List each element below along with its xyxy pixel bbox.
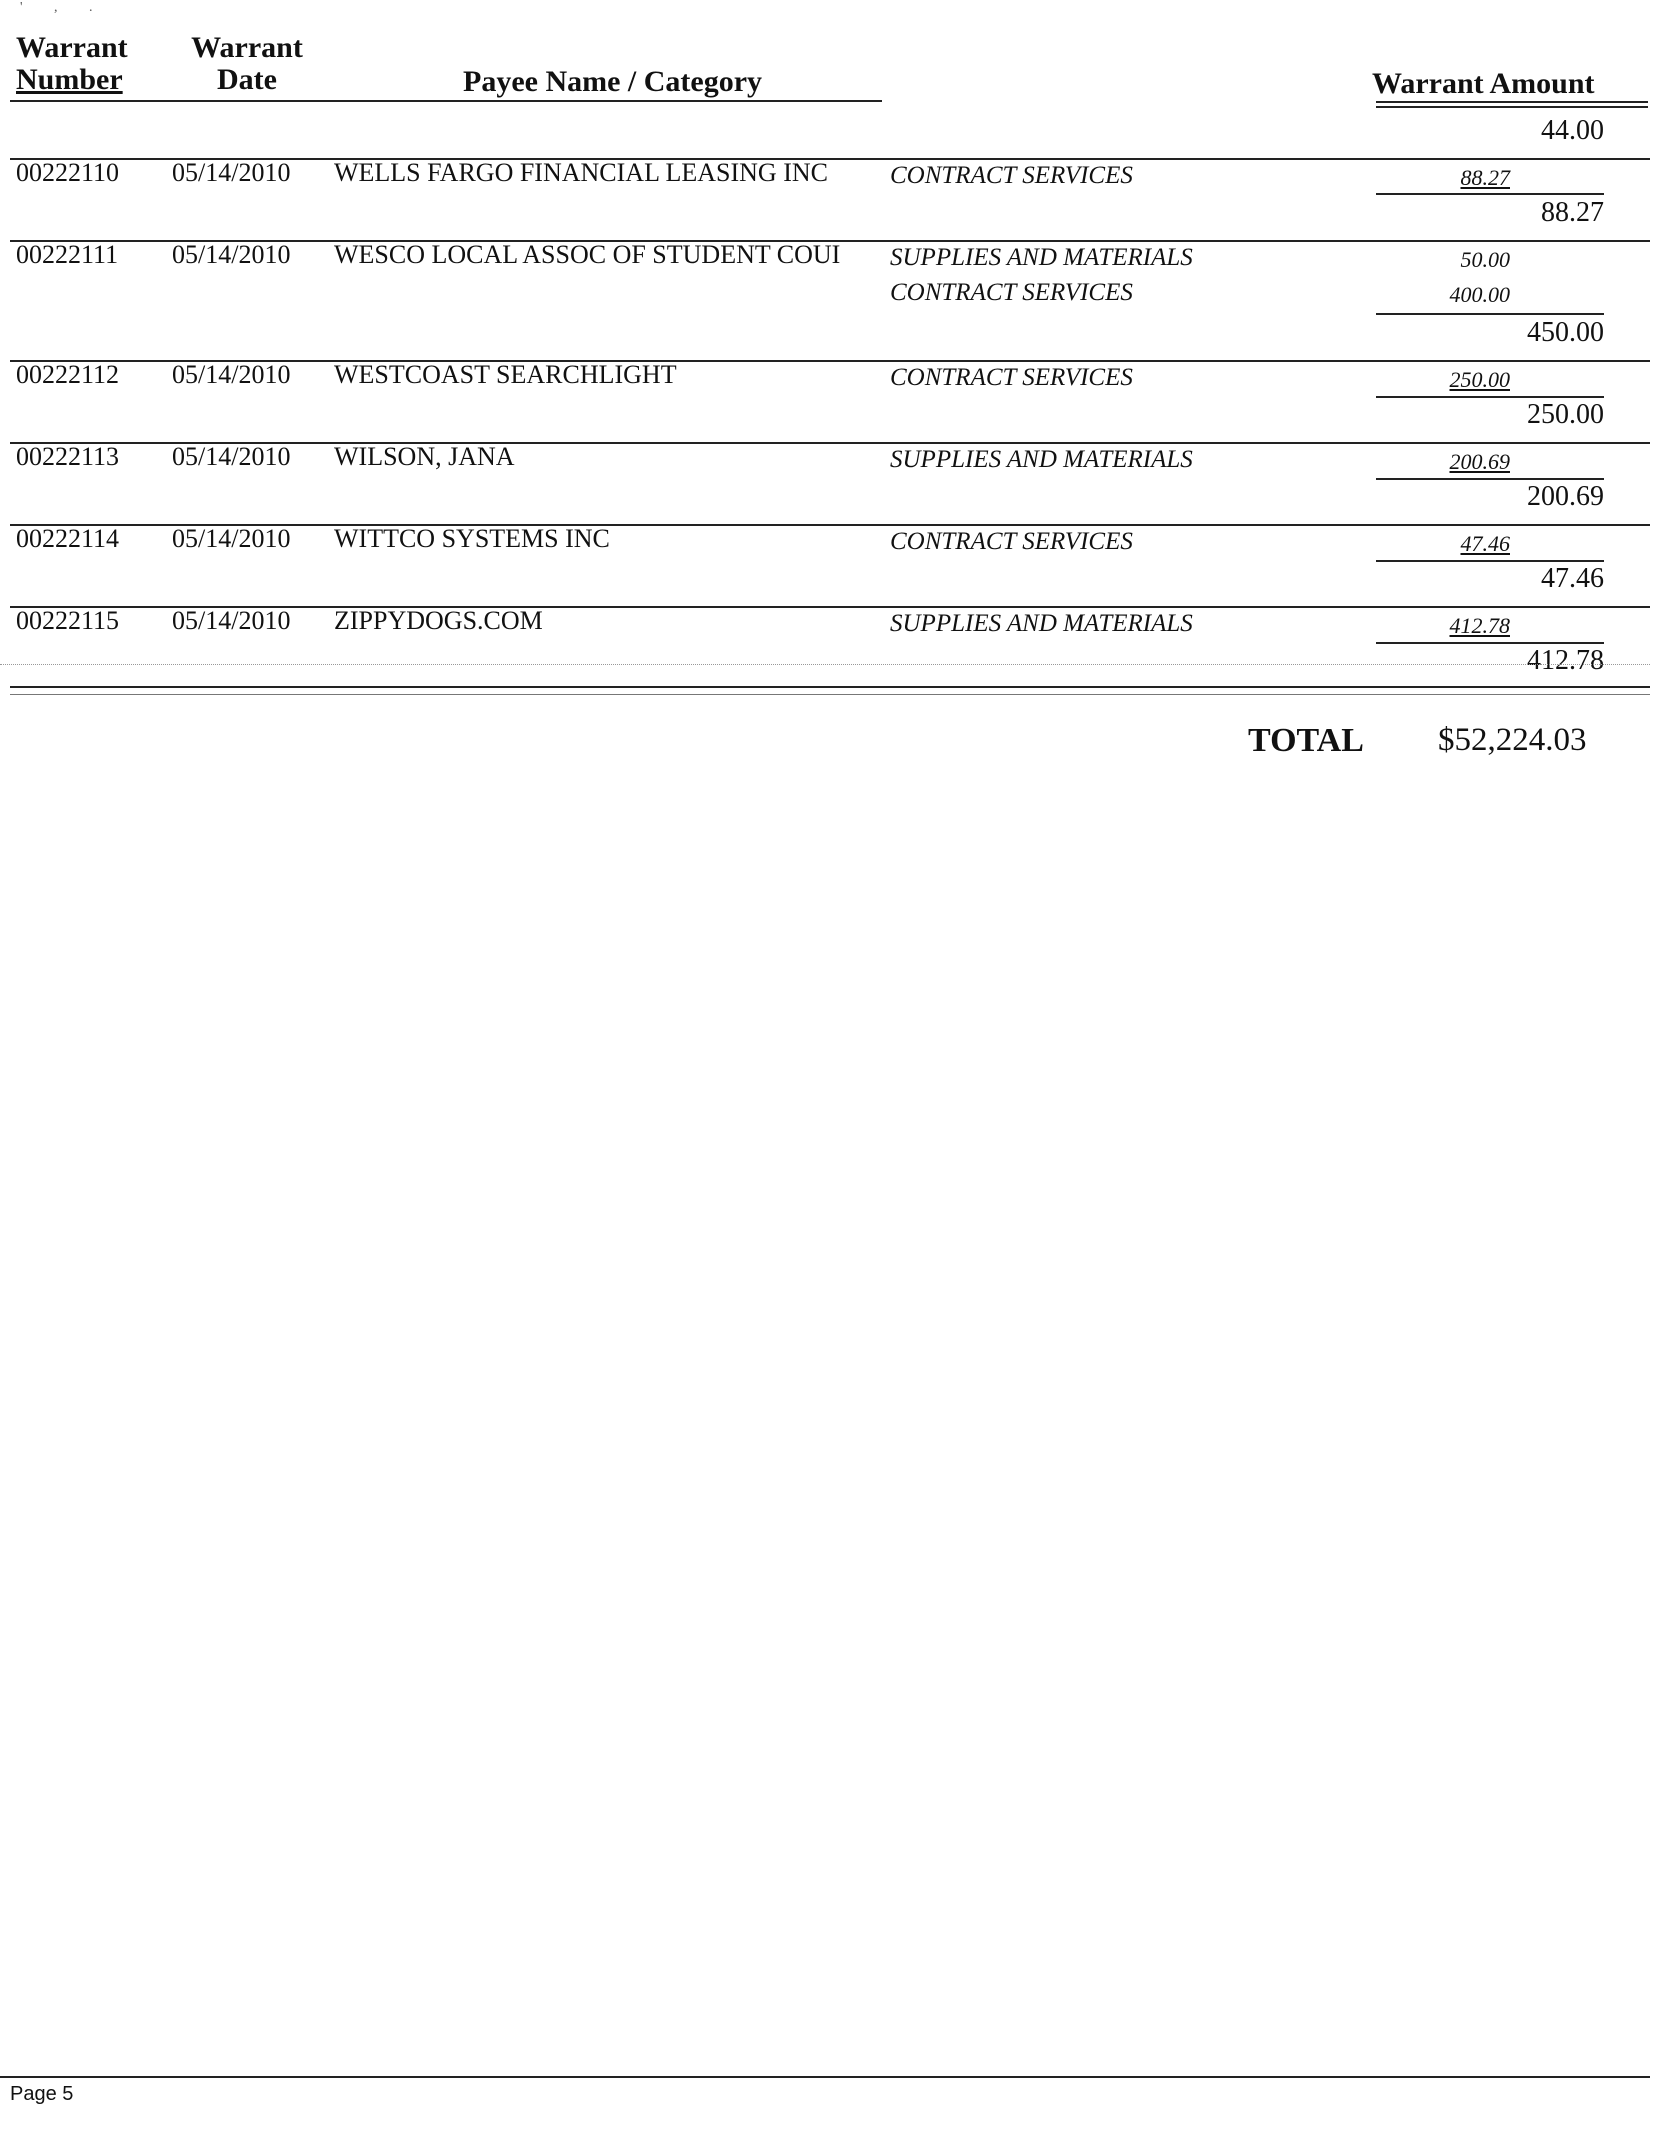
warrant-amount: 412.78 — [1527, 645, 1604, 676]
header-warrant-date — [184, 32, 310, 96]
subtotal-rule — [1376, 560, 1604, 562]
line-amount: 250.00 — [1449, 367, 1510, 392]
page-number-value: 5 — [62, 2083, 74, 2105]
warrant-amount: 47.46 — [1541, 563, 1604, 594]
warrant-number: 00222113 — [16, 442, 120, 471]
row-rule-secondary — [10, 694, 1650, 695]
line-amount: 88.27 — [1460, 165, 1510, 190]
warrant-number: 00222114 — [16, 524, 120, 553]
subtotal-rule — [1376, 642, 1604, 644]
payee-name: ZIPPYDOGS.COM — [334, 606, 543, 635]
line-amount: 47.46 — [1460, 531, 1510, 556]
warrant-amount: 450.00 — [1527, 317, 1604, 348]
subtotal-rule — [1376, 313, 1604, 315]
page-number — [10, 2083, 73, 2106]
subtotal-rule — [1376, 193, 1604, 195]
payee-name: WITTCO SYSTEMS INC — [334, 524, 610, 553]
carry-amount: 44.00 — [1541, 115, 1604, 146]
header-date-line1: Warrant — [191, 31, 303, 64]
header-amount: Warrant Amount — [1372, 67, 1595, 100]
warrant-date: 05/14/2010 — [172, 524, 291, 553]
warrant-date: 05/14/2010 — [172, 158, 291, 187]
page-label: Page — [10, 2083, 57, 2105]
header-rule-amount-double — [1376, 106, 1648, 108]
warrant-amount: 200.69 — [1527, 481, 1604, 512]
header-number-line1: Warrant — [16, 31, 128, 64]
total-label: TOTAL — [1248, 722, 1364, 759]
warrant-date: 05/14/2010 — [172, 360, 291, 389]
header-warrant-number — [16, 32, 128, 96]
line-amount: 400.00 — [1449, 282, 1510, 307]
category: CONTRACT SERVICES — [890, 528, 1133, 555]
total-value: $52,224.03 — [1438, 722, 1587, 758]
warrant-amount: 250.00 — [1527, 399, 1604, 430]
category: SUPPLIES AND MATERIALS — [890, 244, 1193, 271]
payee-name: WESTCOAST SEARCHLIGHT — [334, 360, 677, 389]
header-number-line2: Number — [16, 63, 123, 96]
payee-name: WILSON, JANA — [334, 442, 515, 471]
category: CONTRACT SERVICES — [890, 162, 1133, 189]
line-amount: 412.78 — [1449, 613, 1510, 638]
category: SUPPLIES AND MATERIALS — [890, 446, 1193, 473]
subtotal-rule — [1376, 478, 1604, 480]
line-amount: 50.00 — [1460, 247, 1510, 272]
warrant-amount: 88.27 — [1541, 197, 1604, 228]
header-rule-amount — [1376, 101, 1648, 103]
warrant-date: 05/14/2010 — [172, 240, 291, 269]
payee-name: WELLS FARGO FINANCIAL LEASING INC — [334, 158, 828, 187]
category: SUPPLIES AND MATERIALS — [890, 610, 1193, 637]
warrant-number: 00222112 — [16, 360, 120, 389]
warrant-date: 05/14/2010 — [172, 606, 291, 635]
dotted-rule — [0, 664, 1650, 665]
warrant-number: 00222115 — [16, 606, 120, 635]
footer-rule — [0, 2076, 1650, 2078]
header-date-line2: Date — [217, 63, 277, 96]
subtotal-rule — [1376, 396, 1604, 398]
row-rule — [10, 686, 1650, 688]
scan-specks: ' , . — [20, 0, 107, 15]
category: CONTRACT SERVICES — [890, 279, 1133, 306]
header-rule — [10, 100, 882, 102]
category: CONTRACT SERVICES — [890, 364, 1133, 391]
warrant-date: 05/14/2010 — [172, 442, 291, 471]
warrant-number: 00222111 — [16, 240, 119, 269]
line-amount: 200.69 — [1449, 449, 1510, 474]
warrant-number: 00222110 — [16, 158, 120, 187]
payee-name: WESCO LOCAL ASSOC OF STUDENT COUI — [334, 240, 841, 269]
header-payee: Payee Name / Category — [463, 65, 763, 98]
